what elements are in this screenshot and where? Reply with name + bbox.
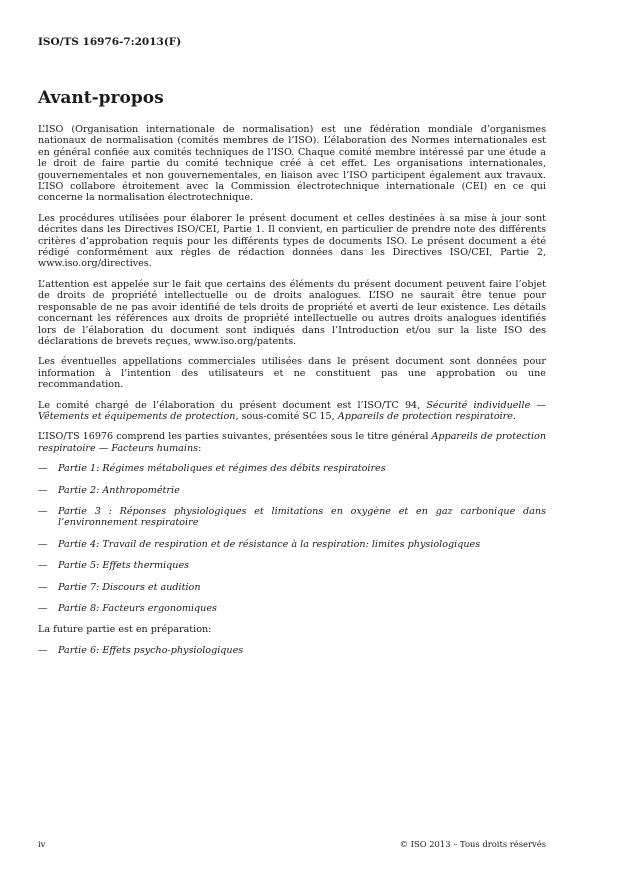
- paragraph-committee: [38, 400, 546, 423]
- list-item: [38, 603, 546, 614]
- paragraph-iso-intro: L’ISO (Organisation internationale de normalisation) est une fédération mondiale d’organismes nationaux de normalisation (comités membres de l’ISO). L’élaboration des Normes internationales est en général confiée aux comités techniques de l’ISO. Chaque comité membre intéressé par une étude a le droit de faire partie du comité technique créé à cet effet. Les organisations internationales, gouvernementales et non gouvernementales, en liaison avec l’ISO participent également aux travaux. L’ISO collabore étroitement avec la Commission électrotechnique internationale (CEI) en ce qui concerne la normalisation électrotechnique.: [38, 124, 546, 204]
- list-item-text: Partie 8: Facteurs ergonomiques: [58, 603, 217, 614]
- document-page: [38, 0, 548, 876]
- list-item-text: Partie 7: Discours et audition: [58, 581, 201, 593]
- list-item-text: Partie 5: Effets thermiques: [58, 560, 190, 572]
- list-item-text: Partie 4: Travail de respiration et de résistance à la respiration: limites physiologiques: [58, 538, 481, 550]
- list-item: [38, 485, 546, 496]
- list-item-text: Partie 1: Régimes métaboliques et régimes des débits respiratoires: [58, 463, 386, 475]
- committee-text-a: Le comité chargé de l’élaboration du présent document est l’ISO/TC 94,: [38, 399, 427, 411]
- list-dash: —: [38, 505, 48, 517]
- future-part-note: La future partie est en préparation:: [38, 624, 212, 636]
- list-item-text: Partie 6: Effets psycho-physiologiques: [58, 644, 244, 656]
- list-dash: —: [38, 581, 48, 593]
- paragraph-parts-intro: [38, 431, 546, 454]
- paragraph-procedures: Les procédures utilisées pour élaborer le présent document et celles destinées à sa mise à jour sont décrites dans les Directives ISO/CEI, Partie 1. Il convient, en particulier de prendre note des différents critères d’approbation requis pour les différents types de documents ISO. Le présent document a été rédigé conformément aux règles de rédaction données dans les Directives ISO/CEI, Partie 2, www.iso.org/directives.: [38, 212, 546, 270]
- foreword-body: [38, 124, 546, 666]
- parts-general-title: Appareils de protection respiratoire — Facteurs humains: [38, 431, 546, 454]
- list-item: [38, 560, 546, 571]
- paragraph-trade-names: Les éventuelles appellations commerciales utilisées dans le présent document sont données pour information à l’intention des utilisateurs et ne constituent pas une approbation ou une recommandation.: [38, 356, 546, 391]
- list-dash: —: [38, 484, 48, 496]
- list-item: [38, 539, 546, 550]
- committee-sc-title: Appareils de protection respiratoire: [337, 410, 513, 422]
- committee-tc-title: Sécurité individuelle — Vêtements et équipements de protection: [38, 399, 546, 422]
- list-item: [38, 582, 546, 593]
- list-dash: —: [38, 538, 48, 550]
- section-title: Avant-propos: [38, 88, 164, 108]
- list-dash: —: [38, 644, 48, 656]
- document-identifier: ISO/TS 16976-7:2013(F): [38, 36, 182, 48]
- list-dash: —: [38, 463, 48, 475]
- list-item: [38, 463, 546, 474]
- list-dash: —: [38, 603, 48, 614]
- page-number: iv: [38, 839, 46, 849]
- paragraph-patents: L’attention est appelée sur le fait que certains des éléments du présent document peuvent faire l’objet de droits de propriété intellectuelle ou de droits analogues. L’ISO ne saurait être tenue pour responsable de ne pas avoir identifié de tels droits de propriété et averti de leur existence. Les détails concernant les références aux droits de propriété intellectuelle ou autres droits analogues identifiés lors de l’élaboration du document sont indiqués dans l’Introduction et/ou sur la liste ISO des déclarations de brevets reçues, www.iso.org/patents.: [38, 278, 546, 347]
- future-parts-list: [38, 645, 546, 656]
- parts-intro-text-a: L’ISO/TS 16976 comprend les parties suivantes, présentées sous le titre général: [38, 431, 432, 443]
- committee-text-c: , sous-comité SC 15,: [235, 410, 338, 422]
- list-item-text: Partie 3 : Réponses physiologiques et limitations en oxygène et en gaz carbonique dans l’environnement respiratoire: [58, 505, 546, 529]
- committee-text-e: .: [512, 410, 517, 422]
- list-item-text: Partie 2: Anthropométrie: [58, 484, 180, 496]
- list-item: [38, 506, 546, 529]
- parts-list: [38, 463, 546, 614]
- list-dash: —: [38, 560, 48, 572]
- copyright-notice: © ISO 2013 – Tous droits réservés: [399, 839, 546, 849]
- list-item: [38, 645, 546, 656]
- parts-intro-text-c: :: [198, 442, 202, 454]
